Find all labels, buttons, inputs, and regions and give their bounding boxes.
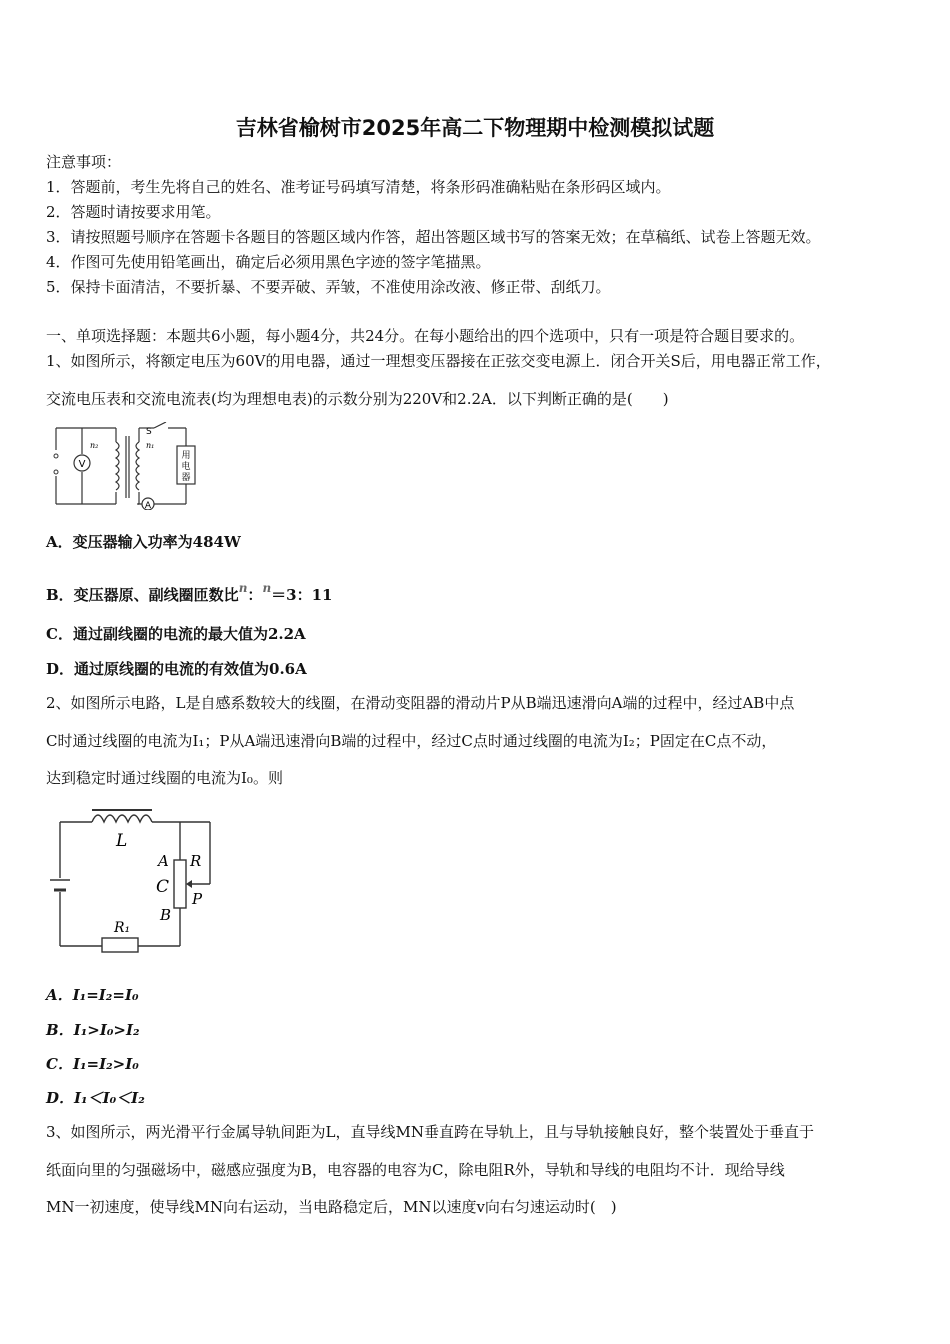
q1-stem-line1: 1、如图所示，将额定电压为60V的用电器，通过一理想变压器接在正弦交变电源上．闭合开关S后，用电器正常工作，: [46, 352, 831, 370]
voltmeter-label: V: [78, 459, 86, 470]
q2-stem-line3: 达到稳定时通过线圈的电流为I₀。则: [46, 769, 283, 787]
notice-item: 3．请按照题号顺序在答题卡各题目的答题区域内作答，超出答题区域书写的答案无效；在草稿纸、试卷上答题无效。: [46, 228, 821, 246]
q1-option-a: A．变压器输入功率为484W: [46, 533, 241, 551]
load-label: 用: [181, 451, 191, 461]
inductor-label: L: [116, 831, 128, 851]
notice-item: 2．答题时请按要求用笔。: [46, 203, 221, 221]
q2-stem-line1: 2、如图所示电路，L是自感系数较大的线圈，在滑动变阻器的滑动片P从B端迅速滑向A端的过程中，经过AB中点: [46, 694, 795, 712]
q2-stem-line2: C时通过线圈的电流为I₁；P从A端迅速滑向B端的过程中，经过C点时通过线圈的电流为I₂；P固定在C点不动，: [46, 732, 777, 750]
q1-option-c: C．通过副线圈的电流的最大值为2.2A: [46, 625, 306, 643]
ammeter-label: A: [144, 501, 152, 510]
notice-item: 5．保持卡面清洁，不要折暴、不要弄破、弄皱，不准使用涂改液、修正带、刮纸刀。: [46, 278, 611, 296]
n1-label: n₁: [146, 441, 155, 450]
q3-stem-line3: MN一初速度，使导线MN向右运动，当电路稳定后，MN以速度v向右匀速运动时( ): [46, 1198, 617, 1216]
q2-circuit-figure: [46, 800, 218, 955]
slider-p-label: P: [192, 890, 203, 908]
label-a: A: [158, 852, 169, 870]
q1-transformer-figure: [46, 422, 206, 510]
label-b: B: [160, 906, 172, 924]
notice-item: 1．答题前，考生先将自己的姓名、准考证号码填写清楚，将条形码准确粘贴在条形码区域内。: [46, 178, 671, 196]
q2-option-d: D．I₁＜I₀＜I₂: [46, 1089, 145, 1107]
label-c: C: [156, 877, 170, 897]
notice-item: 4．作图可先使用铅笔画出，确定后必须用黑色字迹的签字笔描黑。: [46, 253, 491, 271]
page-title: 吉林省榆树市2025年高二下物理期中检测模拟试题: [235, 116, 715, 140]
resistor-r-label: R: [190, 852, 202, 870]
notice-heading: 注意事项：: [46, 153, 122, 171]
load-label: 电: [181, 462, 191, 472]
q2-option-a: A．I₁=I₂=I₀: [46, 986, 139, 1004]
section-heading: 一、单项选择题：本题共6小题，每小题4分，共24分。在每小题给出的四个选项中，只有一项是符合题目要求的。: [46, 327, 805, 345]
q3-stem-line2: 纸面向里的匀强磁场中，磁感应强度为B，电容器的电容为C，除电阻R外，导轨和导线的电阻均不计．现给导线: [46, 1161, 785, 1179]
q2-option-b: B．I₁>I₀>I₂: [46, 1021, 140, 1039]
resistor-r1-label: R₁: [114, 920, 131, 936]
load-label: 器: [181, 473, 191, 483]
q1-stem-line2: 交流电压表和交流电流表(均为理想电表)的示数分别为220V和2.2A．以下判断正确的是( ): [46, 390, 669, 408]
q1-option-b: B．变压器原、副线圈匝数比$^n$：$^n$＝3：11: [46, 581, 333, 604]
switch-label: S: [146, 427, 152, 437]
q1-option-d: D．通过原线圈的电流的有效值为0.6A: [46, 660, 307, 678]
q2-option-c: C．I₁=I₂>I₀: [46, 1055, 139, 1073]
q3-stem-line1: 3、如图所示，两光滑平行金属导轨间距为L，直导线MN垂直跨在导轨上，且与导轨接触良好，整个装置处于垂直于: [46, 1123, 814, 1141]
n2-label: n₂: [90, 441, 99, 450]
